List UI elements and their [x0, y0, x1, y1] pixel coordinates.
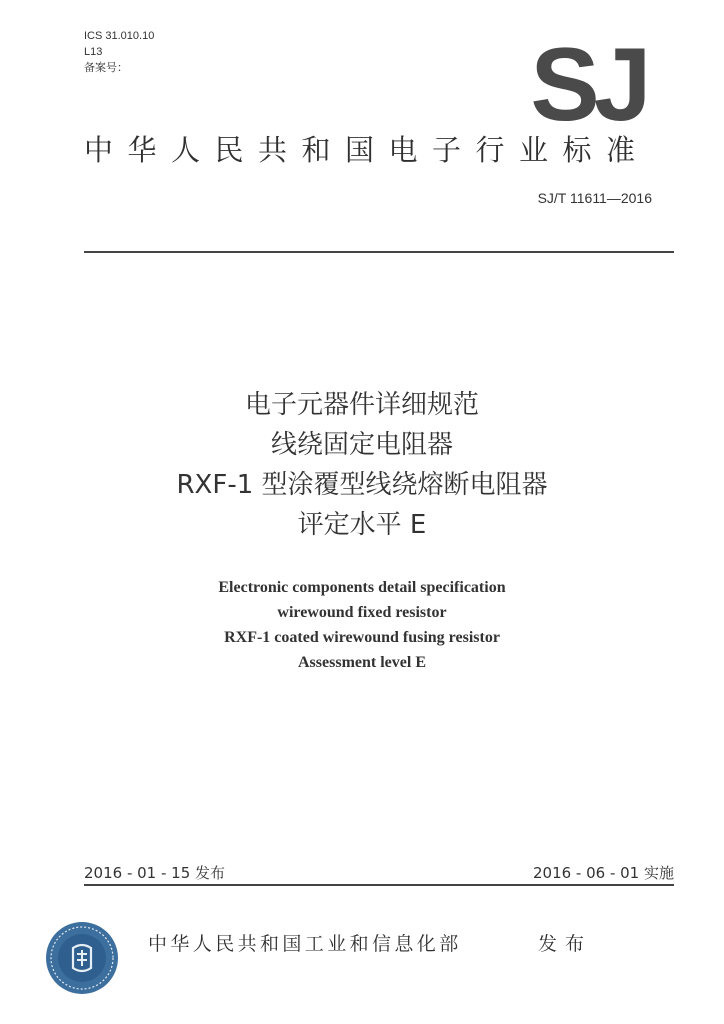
issuing-authority: 中华人民共和国工业和信息化部 — [148, 933, 462, 955]
chinese-title-line: 电子元器件详细规范 — [244, 390, 479, 420]
top-divider — [84, 251, 674, 253]
english-title-line: Electronic components detail specification — [218, 579, 506, 596]
standard-number: SJ/T 11611—2016 — [537, 190, 652, 206]
chinese-title-line: RXF-1 型涂覆型线绕熔断电阻器 — [176, 470, 548, 500]
ccs-code: L13 — [84, 46, 103, 58]
chinese-title-line: 线绕固定电阻器 — [270, 430, 453, 460]
chinese-title — [62, 385, 662, 545]
publish-date: 2016 - 01 - 15 发布 — [84, 864, 226, 882]
issue-label: 发布 — [538, 933, 593, 955]
english-title-line: wirewound fixed resistor — [277, 604, 447, 621]
implementation-date: 2016 - 06 - 01 实施 — [532, 864, 674, 882]
english-title-line: Assessment level E — [298, 654, 426, 671]
sj-logo-text: SJ — [530, 27, 646, 143]
sj-logo — [530, 27, 646, 143]
bottom-divider — [84, 884, 674, 886]
english-title-line: RXF-1 coated wirewound fusing resistor — [224, 629, 500, 646]
chinese-title-line: 评定水平 E — [297, 510, 427, 540]
document-meta — [84, 28, 154, 76]
record-number-label: 备案号： — [84, 62, 128, 74]
english-title — [62, 575, 662, 675]
ics-code: ICS 31.010.10 — [84, 30, 155, 42]
industry-standard-title: 中华人民共和国电子行业标准 — [84, 133, 650, 167]
ministry-seal-icon — [44, 920, 120, 996]
